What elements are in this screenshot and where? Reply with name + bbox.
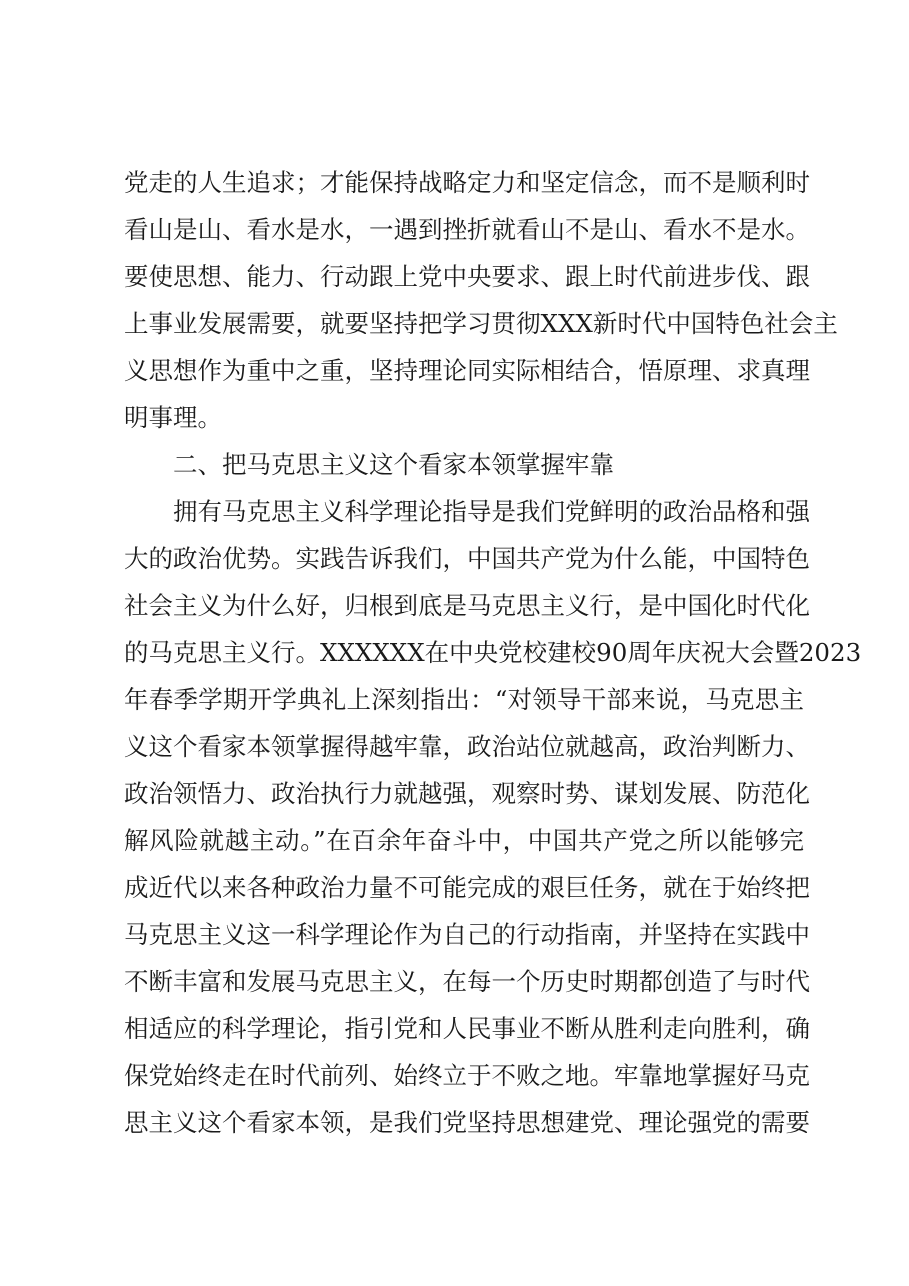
paragraph-line: 社会主义为什么好，归根到底是马克思主义行，是中国化时代化 — [124, 591, 810, 620]
paragraph-line: 保党始终走在时代前列、始终立于不败之地。牢靠地掌握好马克 — [124, 1061, 810, 1090]
paragraph-line: 看山是山、看水是水，一遇到挫折就看山不是山、看水不是水。 — [124, 215, 810, 244]
paragraph-line: 解风险就越主动。”在百余年奋斗中，中国共产党之所以能够完 — [124, 826, 804, 855]
paragraph-line: 成近代以来各种政治力量不可能完成的艰巨任务，就在于始终把 — [124, 873, 810, 902]
paragraph-line: 义这个看家本领掌握得越牢靠，政治站位就越高，政治判断力、 — [124, 732, 810, 761]
paragraph-line: 年春季学期开学典礼上深刻指出：“对领导干部来说，马克思主 — [124, 685, 804, 714]
paragraph-line: 思主义这个看家本领，是我们党坚持思想建党、理论强党的需要 — [124, 1108, 810, 1137]
paragraph-line: 政治领悟力、政治执行力就越强，观察时势、谋划发展、防范化 — [124, 779, 810, 808]
paragraph-line: 明事理。 — [124, 403, 222, 432]
paragraph-line: 的马克思主义行。XXXXXX在中央党校建校90周年庆祝大会暨2023 — [124, 638, 862, 667]
paragraph-line: 要使思想、能力、行动跟上党中央要求、跟上时代前进步伐、跟 — [124, 262, 810, 291]
paragraph-line: 拥有马克思主义科学理论指导是我们党鲜明的政治品格和强 — [173, 497, 810, 526]
paragraph-line: 大的政治优势。实践告诉我们，中国共产党为什么能，中国特色 — [124, 544, 810, 573]
paragraph-line: 马克思主义这一科学理论作为自己的行动指南，并坚持在实践中 — [124, 920, 810, 949]
paragraph-line: 党走的人生追求；才能保持战略定力和坚定信念，而不是顺利时 — [124, 168, 810, 197]
paragraph-line: 相适应的科学理论，指引党和人民事业不断从胜利走向胜利，确 — [124, 1014, 810, 1043]
paragraph-line: 不断丰富和发展马克思主义，在每一个历史时期都创造了与时代 — [124, 967, 810, 996]
paragraph-line: 上事业发展需要，就要坚持把学习贯彻XXX新时代中国特色社会主 — [124, 309, 838, 338]
paragraph-line: 义思想作为重中之重，坚持理论同实际相结合，悟原理、求真理 — [124, 356, 810, 385]
section-heading: 二、把马克思主义这个看家本领掌握牢靠 — [173, 450, 614, 479]
